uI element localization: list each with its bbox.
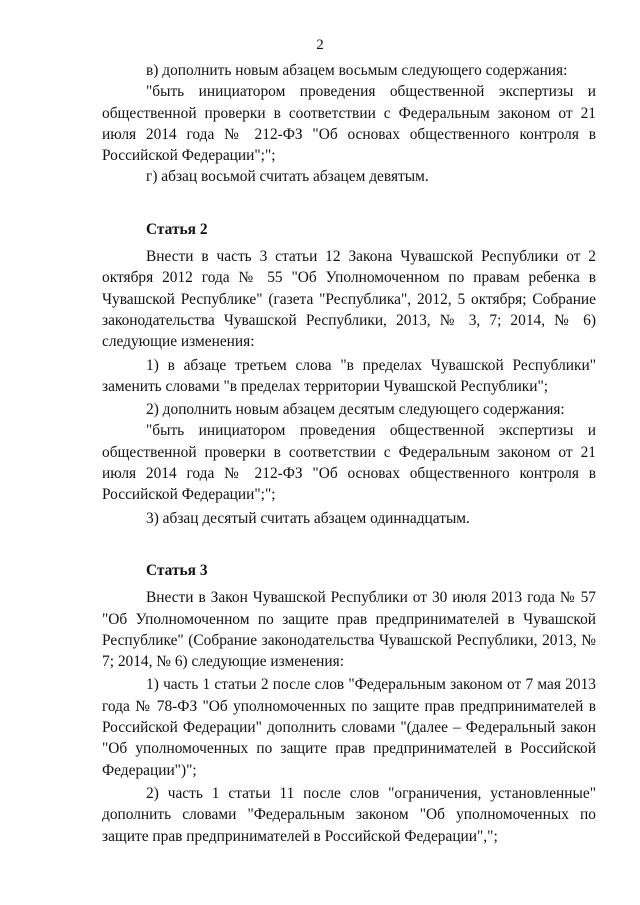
amendment-item-v: в) дополнить новым абзацем восьмым следующего содержания: — [146, 62, 568, 79]
article-2-intro: Внести в часть 3 статьи 12 Закона Чувашской Республики от 2 октября 2012 года № 55 "Об Уполномоченном по правам ребенка в Чувашской Республике" (газета "Республика", 2012, 5 октября; Собрание законодательства Чувашской Республики, 2013, № 3, 7; 2014, № 6) следующие изменения: — [102, 248, 596, 351]
document-body — [102, 60, 596, 847]
article-2-quote: "быть инициатором проведения общественной экспертизы и общественной проверки в соответствии с Федеральным законом от 21 июля 2014 года № 212-ФЗ "Об основах общественного контроля в Российской Федерации";"; — [102, 422, 596, 504]
article-2-item-1: 1) в абзаце третьем слова "в пределах Чувашской Республики" заменить словами "в пределах территории Чувашской Республики"; — [102, 356, 596, 395]
amendment-item-g: г) абзац восьмой считать абзацем девятым. — [146, 168, 429, 186]
article-2-item-3: 3) абзац десятый считать абзацем одиннадцатым. — [146, 509, 470, 527]
article-2-item-2: 2) дополнить новым абзацем десятым следующего содержания: — [146, 401, 565, 419]
article-3-intro: Внести в Закон Чувашской Республики от 30 июля 2013 года № 57 "Об Уполномоченном по защите прав предпринимателей в Чувашской Республике" (Собрание законодательства Чувашской Республики, 2013, № 7; 2014, № 6) следующие изменения: — [102, 589, 596, 671]
article-3-item-1: 1) часть 1 статьи 2 после слов "Федеральным законом от 7 мая 2013 года № 78-ФЗ "Об уполномоченных по защите прав предпринимателей в Российской Федерации" дополнить словами "(далее – Федеральный закон "Об уполномоченных по защите прав предпринимателей в Российской Федерации")"; — [102, 676, 596, 779]
amendment-quote-1: "быть инициатором проведения общественной экспертизы и общественной проверки в соответствии с Федеральным законом от 21 июля 2014 года № 212-ФЗ "Об основах общественного контроля в Российской Федерации";"; — [102, 83, 596, 165]
page-number: 2 — [316, 37, 324, 53]
article-2-heading: Статья 2 — [146, 220, 208, 238]
article-3-item-2: 2) часть 1 статьи 11 после слов "ограничения, установленные" дополнить словами "Федеральным законом "Об уполномоченных по защите прав предпринимателей в Российской Федерации","; — [102, 784, 596, 845]
article-3-heading: Статья 3 — [146, 561, 208, 579]
